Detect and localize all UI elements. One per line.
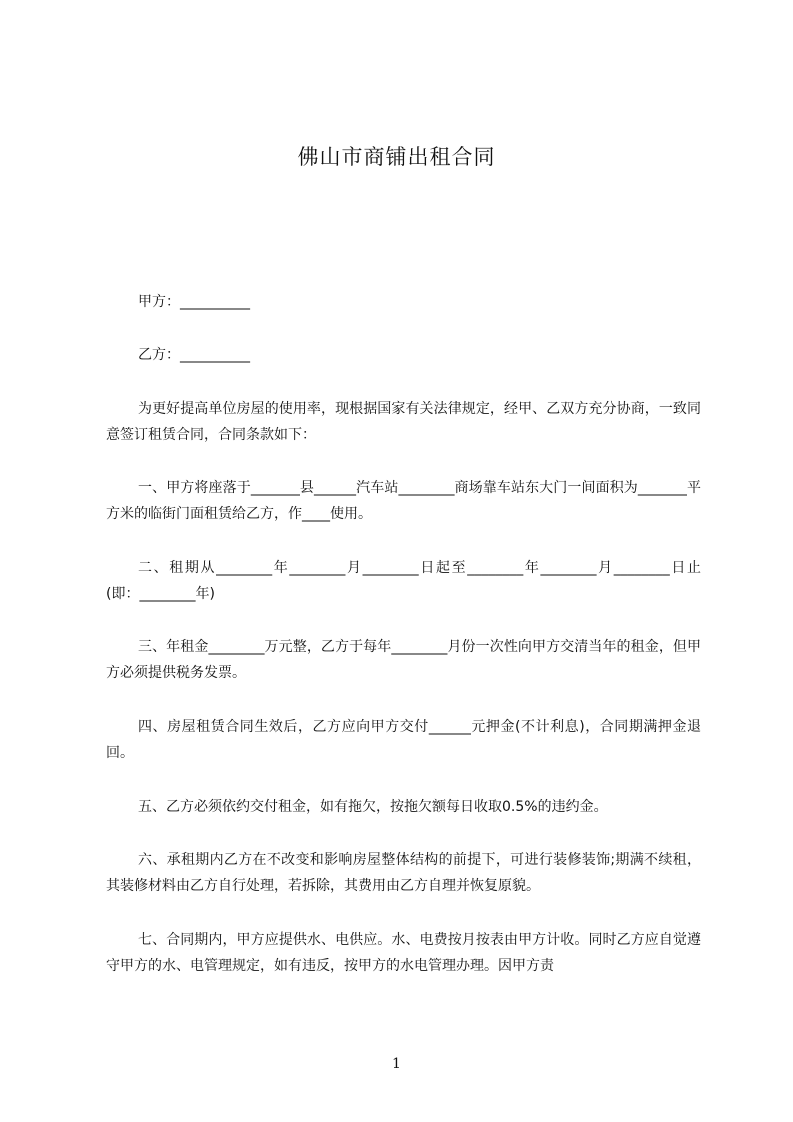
document-title: 佛山市商铺出租合同 — [297, 145, 496, 169]
page-number: 1 — [392, 1056, 401, 1072]
clause-6: 六、承租期内乙方在不改变和影响房屋整体结构的前提下，可进行装修装饰;期满不续租，其装修材料由乙方自行处理，若拆除，其费用由乙方自理并恢复原貌。 — [106, 852, 701, 894]
clause-3: 三、年租金________万元整，乙方于每年________月份一次性向甲方交清当年的租金，但甲方必须提供税务发票。 — [106, 639, 701, 681]
intro-paragraph: 为更好提高单位房屋的使用率，现根据国家有关法律规定，经甲、乙双方充分协商，一致同意签订租赁合同，合同条款如下： — [106, 401, 701, 443]
clause-7: 七、合同期内，甲方应提供水、电供应。水、电费按月按表由甲方计收。同时乙方应自觉遵守甲方的水、电管理规定，如有违反，按甲方的水电管理办理。因甲方责 — [106, 932, 701, 974]
clause-4: 四、房屋租赁合同生效后，乙方应向甲方交付______元押金(不计利息)，合同期满押金退回。 — [106, 719, 701, 761]
clause-5: 五、乙方必须依约交付租金，如有拖欠，按拖欠额每日收取0.5%的违约金。 — [138, 799, 608, 815]
party-b-line: 乙方：__________ — [138, 347, 250, 363]
clause-2: 二、租期从________年________月________日起至________年________月________日止(即：________年) — [106, 560, 701, 602]
party-a-line: 甲方：__________ — [138, 294, 250, 310]
clause-1: 一、甲方将座落于_______县______汽车站________商场靠车站东大门一间面积为_______平方米的临街门面租赁给乙方，作____使用。 — [106, 480, 701, 522]
